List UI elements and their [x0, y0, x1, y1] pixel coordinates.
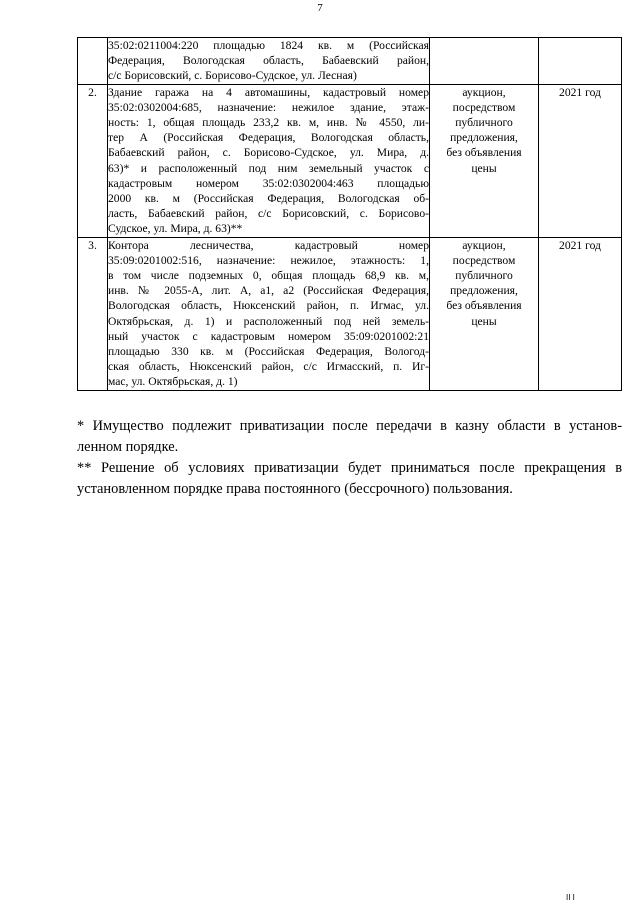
- description-line: ласть, Бабаевский район, с/с Борисовский, с. Борисово-: [108, 207, 429, 221]
- method-line: без объявления: [446, 299, 522, 313]
- description-line: Здание гаража на 4 автомашины, кадастровый номер: [108, 85, 429, 99]
- property-description: [108, 237, 430, 390]
- row-number: [78, 38, 108, 85]
- description-line: 35:09:0201002:516, назначение: нежилое, этажность: 1,: [108, 253, 429, 267]
- privatization-method: [430, 38, 539, 85]
- method-line: без объявления: [446, 146, 522, 160]
- method-line: предложения,: [450, 284, 518, 298]
- row-number: 2.: [78, 84, 108, 237]
- property-description: [108, 38, 430, 85]
- description-line: кадастровым номером 35:02:0302004:463 площадью: [108, 176, 429, 190]
- description-line: ская область, Нюксенский район, с/с Игмасский, п. Иг-: [108, 360, 429, 374]
- method-line: аукцион,: [462, 85, 506, 99]
- description-line: тер А (Российская Федерация, Вологодская область,: [108, 131, 429, 145]
- privatization-year: [539, 38, 622, 85]
- footer-mark: II I: [566, 893, 575, 902]
- table-row: [78, 237, 622, 390]
- description-line: в том числе подземных 0, общая площадь 68,9 кв. м,: [108, 269, 429, 283]
- description-line: ный участок с кадастровым номером 35:09:0201002:21: [108, 329, 429, 343]
- description-line: мас, ул. Октябрьская, д. 1): [108, 375, 238, 389]
- method-line: посредством: [452, 100, 516, 114]
- property-table: [77, 37, 622, 391]
- footnote-2-line-1: ** Решение об условиях приватизации будет приниматься после прекращения в: [77, 460, 622, 476]
- row-number: 3.: [78, 237, 108, 390]
- method-line: цены: [471, 161, 497, 175]
- method-line: цены: [471, 314, 497, 328]
- method-line: аукцион,: [462, 238, 506, 252]
- description-line: Октябрьская, д. 1) и расположенный под ней земель-: [108, 314, 429, 328]
- description-line: Контора лесничества, кадастровый номер: [108, 238, 429, 252]
- footnote-2-line-2: установленном порядке права постоянного (бессрочного) пользования.: [77, 481, 513, 497]
- description-line: с/с Борисовский, с. Борисово-Судское, ул. Лесная): [108, 69, 357, 83]
- method-line: публичного: [455, 269, 513, 283]
- description-line: Вологодская область, Нюксенский район, п. Игмас, ул.: [108, 299, 429, 313]
- method-line: публичного: [455, 116, 513, 130]
- page-number: 7: [317, 2, 323, 14]
- description-line: инв. № 2055-А, лит. А, а1, а2 (Российская Федерация,: [108, 284, 429, 298]
- table-row: [78, 38, 622, 85]
- footnote-1-line-1: * Имущество подлежит приватизации после передачи в казну области в установ-: [77, 418, 622, 434]
- description-line: площадью 330 кв. м (Российская Федерация, Вологод-: [108, 345, 429, 359]
- description-line: Бабаевский район, с. Борисово-Судское, ул. Мира, д.: [108, 146, 429, 160]
- table-row: [78, 84, 622, 237]
- description-line: 35:02:0211004:220 площадью 1824 кв. м (Российская: [108, 39, 429, 52]
- privatization-year: 2021 год: [539, 84, 622, 237]
- description-line: 63)* и расположенный под ним земельный участок с: [108, 161, 429, 175]
- footnotes: [77, 416, 622, 500]
- privatization-method: [430, 237, 539, 390]
- description-line: ность: 1, общая площадь 233,2 кв. м, инв. № 4550, ли-: [108, 116, 429, 130]
- description-line: 2000 кв. м (Российская Федерация, Вологодская об-: [108, 192, 429, 206]
- privatization-year: 2021 год: [539, 237, 622, 390]
- property-description: [108, 84, 430, 237]
- description-line: 35:02:0302004:685, назначение: нежилое здание, этаж-: [108, 100, 429, 114]
- description-line: Федерация, Вологодская область, Бабаевский район,: [108, 54, 429, 68]
- method-line: посредством: [452, 253, 516, 267]
- footnote-1-line-2: ленном порядке.: [77, 439, 179, 455]
- method-line: предложения,: [450, 131, 518, 145]
- description-line: Судское, ул. Мира, д. 63)**: [108, 222, 243, 236]
- privatization-method: [430, 84, 539, 237]
